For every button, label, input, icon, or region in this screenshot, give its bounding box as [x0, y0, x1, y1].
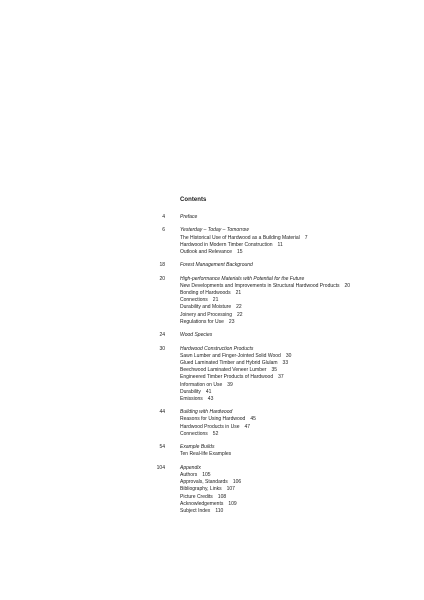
entry-title: Beechwood Laminated Veneer Lumber — [180, 367, 267, 374]
entry-title: Engineered Timber Products of Hardwood — [180, 374, 274, 381]
toc-entry[interactable] — [180, 242, 424, 249]
toc-entry[interactable] — [180, 479, 424, 486]
entry-title: Regulations for Use — [180, 318, 224, 325]
entry-title: Connections — [180, 430, 208, 437]
entry-page-number: 105 — [202, 471, 211, 478]
toc-entry[interactable] — [180, 235, 424, 242]
entry-title: Emissions — [180, 395, 203, 402]
section-page-number: 6 — [162, 227, 165, 234]
toc-entry[interactable] — [180, 367, 424, 374]
entry-page-number: 109 — [228, 500, 237, 507]
table-of-contents — [0, 214, 424, 521]
entry-title: Picture Credits — [180, 493, 213, 500]
toc-entry[interactable] — [180, 304, 424, 311]
entry-page-number: 37 — [278, 374, 284, 381]
entry-title: Acknowledgements — [180, 500, 224, 507]
toc-entry[interactable] — [180, 424, 424, 431]
toc-entry[interactable] — [180, 396, 424, 403]
contents-heading: Contents — [180, 197, 207, 203]
toc-entry[interactable] — [180, 353, 424, 360]
toc-section — [0, 332, 424, 339]
section-page-number: 30 — [159, 345, 165, 352]
section-title[interactable]: Building with Hardwood — [180, 409, 233, 416]
entry-page-number: 45 — [250, 416, 256, 423]
entry-page-number: 21 — [235, 290, 242, 297]
entry-title: Outlook and Relevance — [180, 248, 232, 255]
entry-title: New Developments and Improvements in Structural Hardwood Products — [180, 282, 340, 289]
section-title[interactable]: Appendix — [180, 464, 201, 471]
entry-title: Connections — [180, 297, 208, 304]
entry-page-number: 106 — [232, 479, 242, 486]
section-body — [180, 262, 424, 269]
toc-section — [0, 444, 424, 458]
toc-entry[interactable] — [180, 283, 424, 290]
toc-entry[interactable] — [180, 451, 424, 458]
section-page-number: 4 — [162, 214, 165, 220]
section-title[interactable]: Preface — [180, 214, 198, 220]
entry-title: Approvals, Standards — [180, 479, 228, 486]
entry-title: Sawn Lumber and Finger-Jointed Solid Wood — [180, 352, 281, 359]
entry-page-number: 110 — [215, 507, 224, 514]
entry-title: Hardwood Products in Use — [180, 423, 240, 430]
entry-title: Durability — [180, 388, 201, 395]
section-body — [180, 332, 424, 339]
toc-entry[interactable] — [180, 290, 424, 297]
entry-page-number: 35 — [271, 367, 278, 374]
section-body — [180, 409, 424, 438]
toc-section — [0, 409, 424, 438]
entry-title: Reasons for Using Hardwood — [180, 416, 246, 423]
toc-entry[interactable] — [180, 360, 424, 367]
section-body — [180, 227, 424, 256]
section-page-number: 54 — [159, 444, 165, 451]
toc-entry[interactable] — [180, 431, 424, 438]
entry-page-number: 43 — [207, 395, 214, 402]
section-body — [180, 346, 424, 404]
entry-page-number: 39 — [227, 381, 233, 388]
section-title[interactable]: Wood Species — [180, 332, 213, 339]
entry-page-number: 41 — [205, 388, 212, 395]
toc-section — [0, 465, 424, 515]
toc-entry[interactable] — [180, 486, 424, 493]
entry-page-number: 15 — [236, 248, 243, 255]
section-page-number: 44 — [159, 409, 165, 416]
entry-page-number: 52 — [212, 430, 219, 437]
entry-title: Subject Index — [180, 507, 211, 514]
section-title[interactable]: Forest Management Background — [180, 262, 253, 269]
toc-entry[interactable] — [180, 312, 424, 319]
entry-page-number: 33 — [282, 359, 289, 366]
toc-entry[interactable] — [180, 472, 424, 479]
toc-entry[interactable] — [180, 416, 424, 423]
entry-title: The Historical Use of Hardwood as a Building Material — [180, 234, 300, 241]
toc-entry[interactable] — [180, 374, 424, 381]
entry-page-number: 20 — [344, 282, 351, 289]
entry-page-number: 11 — [277, 241, 283, 248]
entry-title: Ten Real-life Examples — [180, 451, 232, 458]
entry-title: Hardwood in Modern Timber Construction — [180, 241, 273, 248]
entry-title: Joinery and Processing — [180, 311, 232, 318]
section-body — [180, 444, 424, 458]
toc-section — [0, 214, 424, 221]
toc-entry[interactable] — [180, 249, 424, 256]
toc-section — [0, 276, 424, 326]
entry-page-number: 108 — [217, 493, 227, 500]
toc-section — [0, 262, 424, 269]
section-page-number: 20 — [159, 275, 165, 282]
toc-section — [0, 227, 424, 256]
toc-section — [0, 346, 424, 404]
section-title[interactable]: High-performance Materials with Potential for the Future — [180, 275, 305, 282]
entry-page-number: 30 — [285, 352, 292, 359]
entry-page-number: 22 — [236, 304, 242, 311]
section-title[interactable]: Example Builds — [180, 444, 215, 451]
toc-entry[interactable] — [180, 389, 424, 396]
entry-page-number: 22 — [236, 311, 243, 318]
entry-title: Authors — [180, 471, 198, 478]
toc-entry[interactable] — [180, 494, 424, 501]
toc-entry[interactable] — [180, 319, 424, 326]
entry-page-number: 23 — [228, 318, 235, 325]
section-title[interactable]: Yesterday – Today – Tomorrow — [180, 227, 249, 234]
section-title[interactable]: Hardwood Construction Products — [180, 345, 254, 352]
entry-title: Bonding of Hardwoods — [180, 290, 231, 297]
entry-page-number: 47 — [244, 423, 251, 430]
section-body — [180, 276, 424, 326]
section-page-number: 104 — [156, 464, 165, 471]
section-body — [180, 465, 424, 515]
entry-title: Durability and Moisture — [180, 304, 232, 311]
entry-title: Bibliography, Links — [180, 486, 222, 493]
toc-entry[interactable] — [180, 382, 424, 389]
section-body — [180, 214, 424, 221]
toc-entry[interactable] — [180, 501, 424, 508]
entry-page-number: 7 — [304, 234, 308, 241]
entry-title: Glued Laminated Timber and Hybrid Glulam — [180, 359, 278, 366]
section-page-number: 24 — [159, 332, 165, 339]
entry-title: Information on Use — [180, 381, 223, 388]
entry-page-number: 21 — [212, 297, 219, 304]
toc-entry[interactable] — [180, 297, 424, 304]
toc-entry[interactable] — [180, 508, 424, 515]
entry-page-number: 107 — [226, 486, 235, 493]
section-page-number: 18 — [159, 262, 165, 269]
